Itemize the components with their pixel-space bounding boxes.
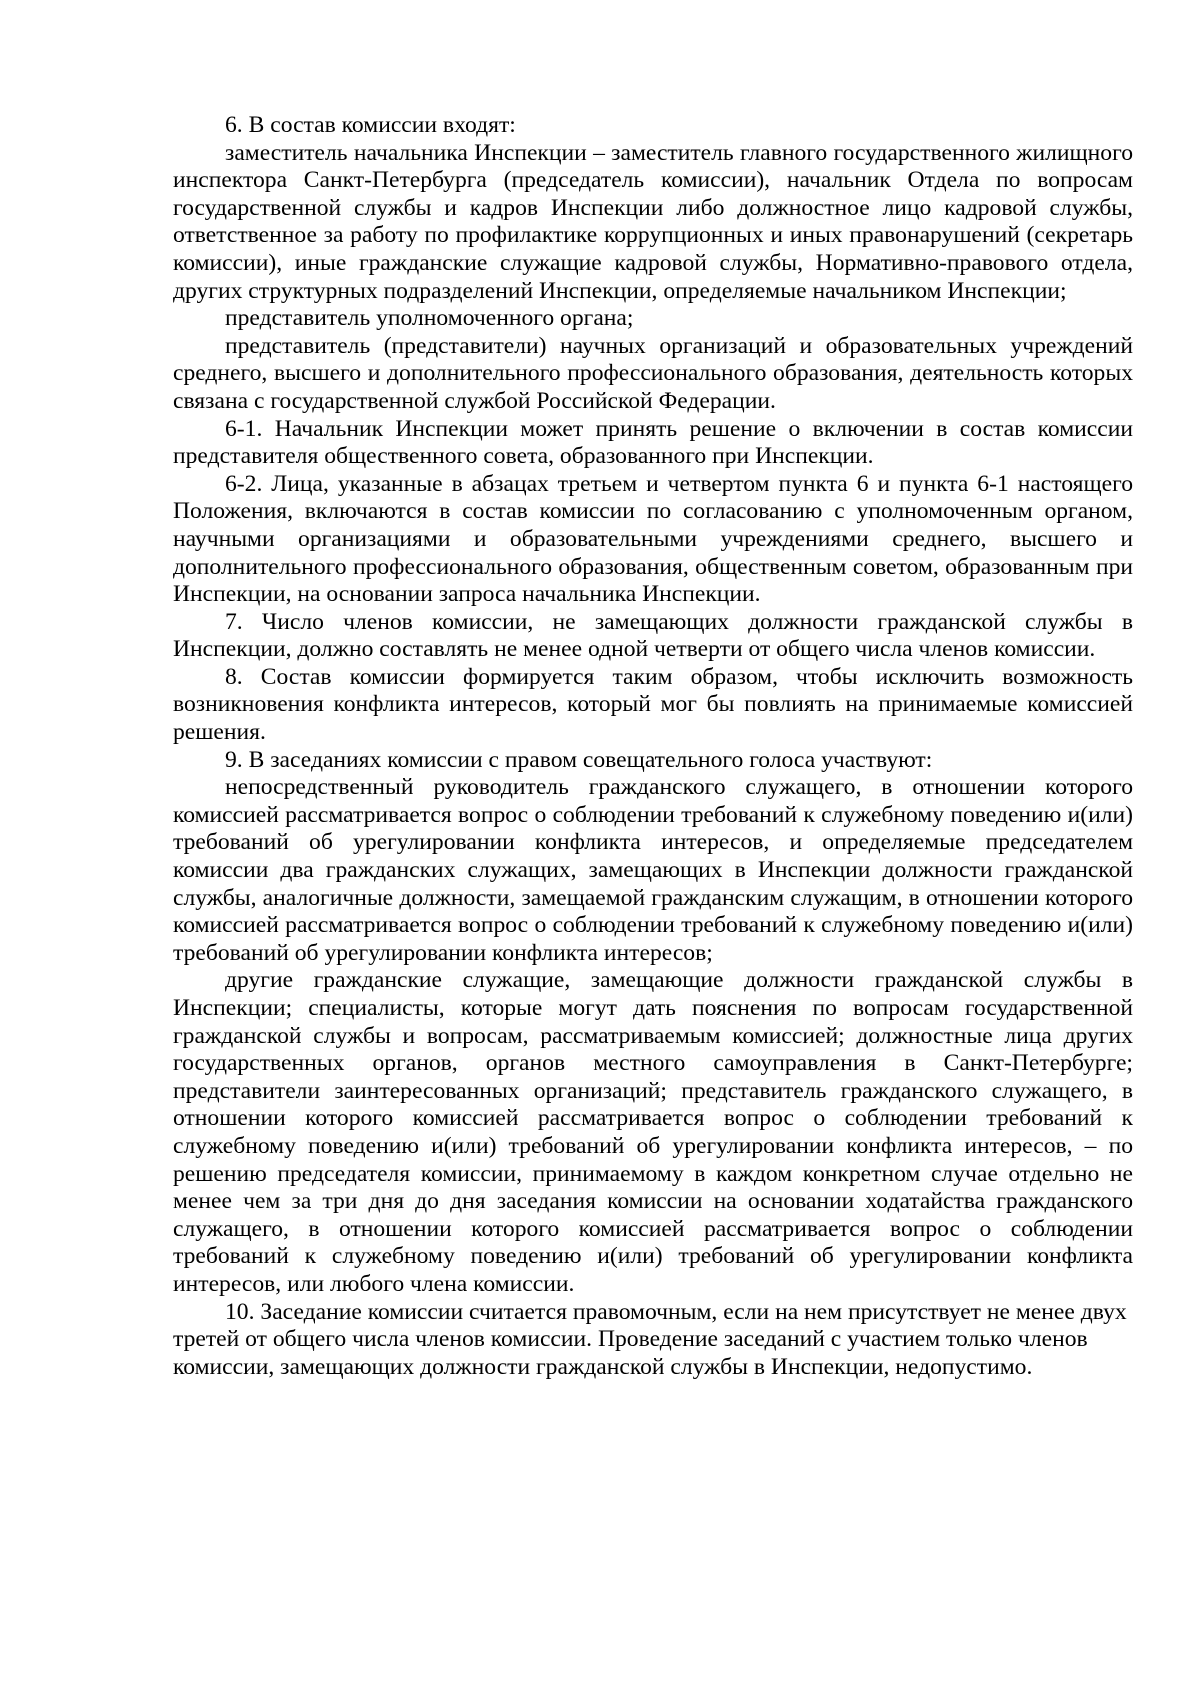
paragraph-6-member-chair: заместитель начальника Инспекции – заместитель главного государственного жилищного инспектора Санкт-Петербурга (председатель комиссии), начальник Отдела по вопросам государственной службы и кадров Инспекции либо должностное лицо кадровой службы, ответственное за работу по профилактике коррупционных и иных правонарушений (секретарь комиссии), иные гражданские служащие кадровой службы, Нормативно-правового отдела, других структурных подразделений Инспекции, определяемые начальником Инспекции; [173,139,1133,304]
paragraph-6-2: 6-2. Лица, указанные в абзацах третьем и четвертом пункта 6 и пункта 6-1 настоящего Положения, включаются в состав комиссии по согласованию с уполномоченным органом, научными организациями и образовательными учреждениями среднего, высшего и дополнительного профессионального образования, общественным советом, образованным при Инспекции, на основании запроса начальника Инспекции. [173,470,1133,608]
paragraph-6: 6. В состав комиссии входят: [225,112,516,138]
paragraph-9-others: другие гражданские служащие, замещающие должности гражданской службы в Инспекции; специалисты, которые могут дать пояснения по вопросам государственной гражданской службы и вопросам, рассматриваемым комиссией; должностные лица других государственных органов, органов местного самоуправления в Санкт-Петербурге; представители заинтересованных организаций; представитель гражданского служащего, в отношении которого комиссией рассматривается вопрос о соблюдении требований к служебному поведению и(или) требований об урегулировании конфликта интересов, – по решению председателя комиссии, принимаемому в каждом конкретном случае отдельно не менее чем за три дня до дня заседания комиссии на основании ходатайства гражданского служащего, в отношении которого комиссией рассматривается вопрос о соблюдении требований к служебному поведению и(или) требований об урегулировании конфликта интересов, или любого члена комиссии. [173,967,1133,1297]
paragraph-7: 7. Число членов комиссии, не замещающих должности гражданской службы в Инспекции, должно составлять не менее одной четверти от общего числа членов комиссии. [173,608,1133,663]
paragraph-10: 10. Заседание комиссии считается правомочным, если на нем присутствует не менее двух третей от общего числа членов комиссии. Проведение заседаний с участием только членов комиссии, замещающих должности гражданской службы в Инспекции, недопустимо. [173,1298,1127,1380]
paragraph-6-member-authority: представитель уполномоченного органа; [225,305,634,332]
paragraph-9-supervisor: непосредственный руководитель гражданского служащего, в отношении которого комиссией рассматривается вопрос о соблюдении требований к служебному поведению и(или) требований об урегулировании конфликта интересов, и определяемые председателем комиссии два гражданских служащих, замещающих в Инспекции должности гражданской службы, аналогичные должности, замещаемой гражданским служащим, в отношении которого комиссией рассматривается вопрос о соблюдении требований к служебному поведению и(или) требований об урегулировании конфликта интересов; [173,774,1133,966]
paragraph-6-member-academic: представитель (представители) научных организаций и образовательных учреждений среднего, высшего и дополнительного профессионального образования, деятельность которых связана с государственной службой Российской Федерации. [173,332,1133,414]
paragraph-9: 9. В заседаниях комиссии с правом совещательного голоса участвуют: [225,746,933,773]
document-page [173,112,1133,1381]
paragraph-8: 8. Состав комиссии формируется таким образом, чтобы исключить возможность возникновения конфликта интересов, который мог бы повлиять на принимаемые комиссией решения. [173,663,1133,746]
paragraph-6-1: 6-1. Начальник Инспекции может принять решение о включении в состав комиссии представителя общественного совета, образованного при Инспекции. [173,415,1133,470]
